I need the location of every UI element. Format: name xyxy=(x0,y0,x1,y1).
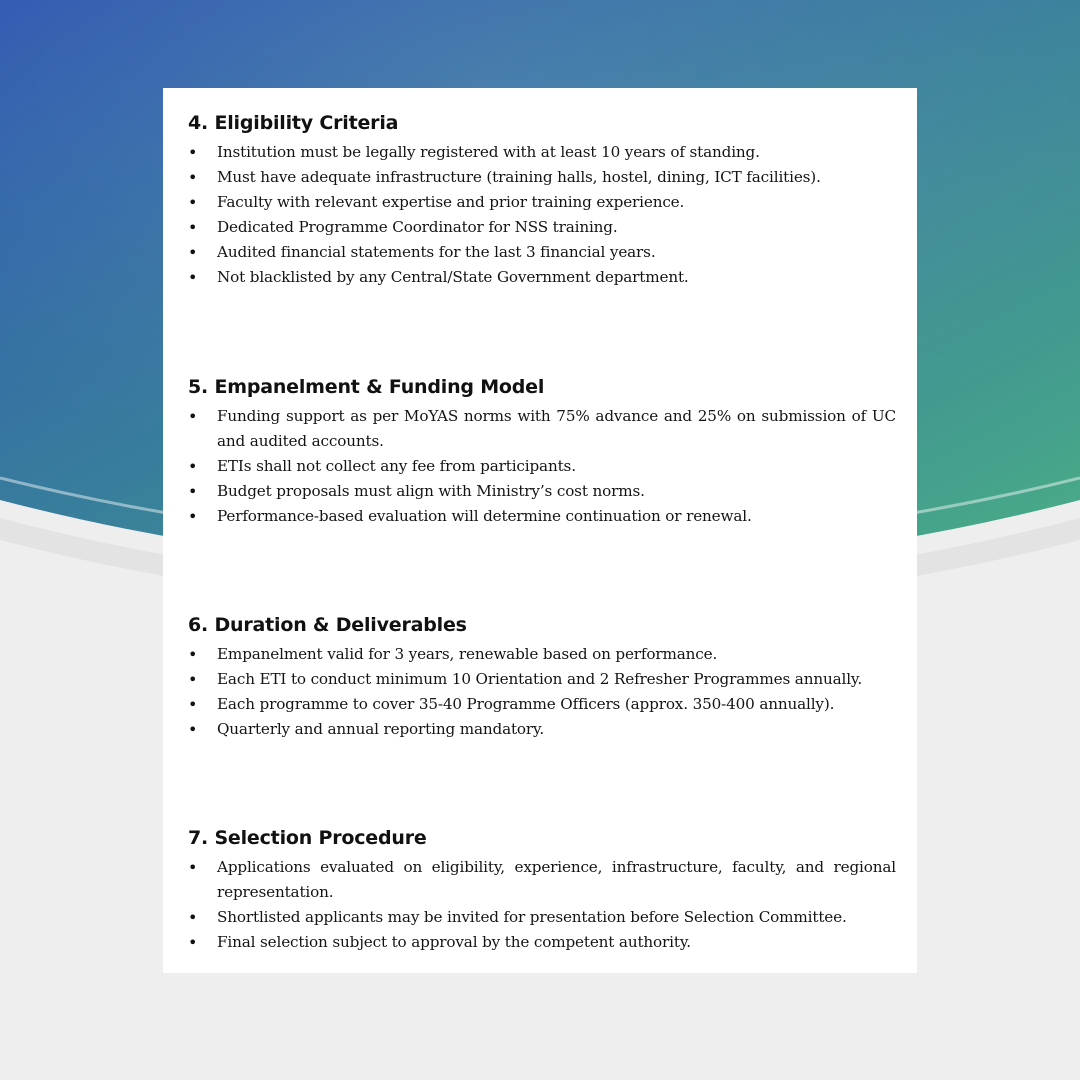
section-heading: 7. Selection Procedure xyxy=(188,827,427,849)
list-item xyxy=(188,855,896,905)
list-item xyxy=(188,930,896,955)
bullet-icon: • xyxy=(188,933,198,952)
bullet-icon: • xyxy=(188,720,198,739)
section-empanelment-funding-model xyxy=(188,374,896,529)
list-item-text: Dedicated Programme Coordinator for NSS training. xyxy=(217,218,618,236)
bullet-icon: • xyxy=(188,482,198,501)
bullet-icon: • xyxy=(188,218,198,237)
document-page xyxy=(163,88,917,973)
list-item xyxy=(188,404,896,454)
section-duration-deliverables xyxy=(188,612,896,742)
list-item-text: Applications evaluated on eligibility, experience, infrastructure, faculty, and regional representation. xyxy=(217,858,896,901)
list-item xyxy=(188,667,896,692)
bullet-icon: • xyxy=(188,507,198,526)
list-item xyxy=(188,692,896,717)
bullet-icon: • xyxy=(188,268,198,287)
section-heading: 5. Empanelment & Funding Model xyxy=(188,376,545,398)
list-item xyxy=(188,165,896,190)
list-item xyxy=(188,905,896,930)
list-item xyxy=(188,717,896,742)
list-item xyxy=(188,642,896,667)
list-item-text: Final selection subject to approval by the competent authority. xyxy=(217,933,691,951)
list-item xyxy=(188,140,896,165)
bullet-icon: • xyxy=(188,670,198,689)
list-item-text: Budget proposals must align with Ministry’s cost norms. xyxy=(217,482,645,500)
bullet-icon: • xyxy=(188,143,198,162)
list-item xyxy=(188,504,896,529)
list-item-text: Funding support as per MoYAS norms with 75% advance and 25% on submission of UC and audited accounts. xyxy=(217,407,896,450)
list-item-text: ETIs shall not collect any fee from participants. xyxy=(217,457,576,475)
bullet-icon: • xyxy=(188,695,198,714)
bullet-list xyxy=(188,404,896,529)
list-item-text: Institution must be legally registered with at least 10 years of standing. xyxy=(217,143,760,161)
section-selection-procedure xyxy=(188,825,896,955)
bullet-icon: • xyxy=(188,407,198,426)
list-item xyxy=(188,454,896,479)
bullet-icon: • xyxy=(188,645,198,664)
bullet-list xyxy=(188,855,896,955)
list-item xyxy=(188,479,896,504)
list-item-text: Each ETI to conduct minimum 10 Orientation and 2 Refresher Programmes annually. xyxy=(217,670,863,688)
bullet-icon: • xyxy=(188,858,198,877)
list-item-text: Faculty with relevant expertise and prior training experience. xyxy=(217,193,685,211)
list-item xyxy=(188,190,896,215)
list-item-text: Not blacklisted by any Central/State Government department. xyxy=(217,268,689,286)
bullet-icon: • xyxy=(188,457,198,476)
bullet-icon: • xyxy=(188,168,198,187)
list-item-text: Performance-based evaluation will determine continuation or renewal. xyxy=(217,507,752,525)
bullet-list xyxy=(188,642,896,742)
list-item-text: Quarterly and annual reporting mandatory. xyxy=(217,720,545,738)
list-item xyxy=(188,215,896,240)
bullet-icon: • xyxy=(188,908,198,927)
list-item-text: Each programme to cover 35-40 Programme Officers (approx. 350-400 annually). xyxy=(217,695,835,713)
list-item xyxy=(188,265,896,290)
bullet-icon: • xyxy=(188,193,198,212)
list-item-text: Must have adequate infrastructure (training halls, hostel, dining, ICT facilities). xyxy=(217,168,821,186)
bullet-list xyxy=(188,140,896,290)
section-eligibility-criteria xyxy=(188,110,896,290)
section-heading: 6. Duration & Deliverables xyxy=(188,614,467,636)
list-item-text: Audited financial statements for the last 3 financial years. xyxy=(217,243,656,261)
list-item-text: Shortlisted applicants may be invited for presentation before Selection Committee. xyxy=(217,908,847,926)
bullet-icon: • xyxy=(188,243,198,262)
list-item xyxy=(188,240,896,265)
section-heading: 4. Eligibility Criteria xyxy=(188,112,399,134)
list-item-text: Empanelment valid for 3 years, renewable based on performance. xyxy=(217,645,718,663)
